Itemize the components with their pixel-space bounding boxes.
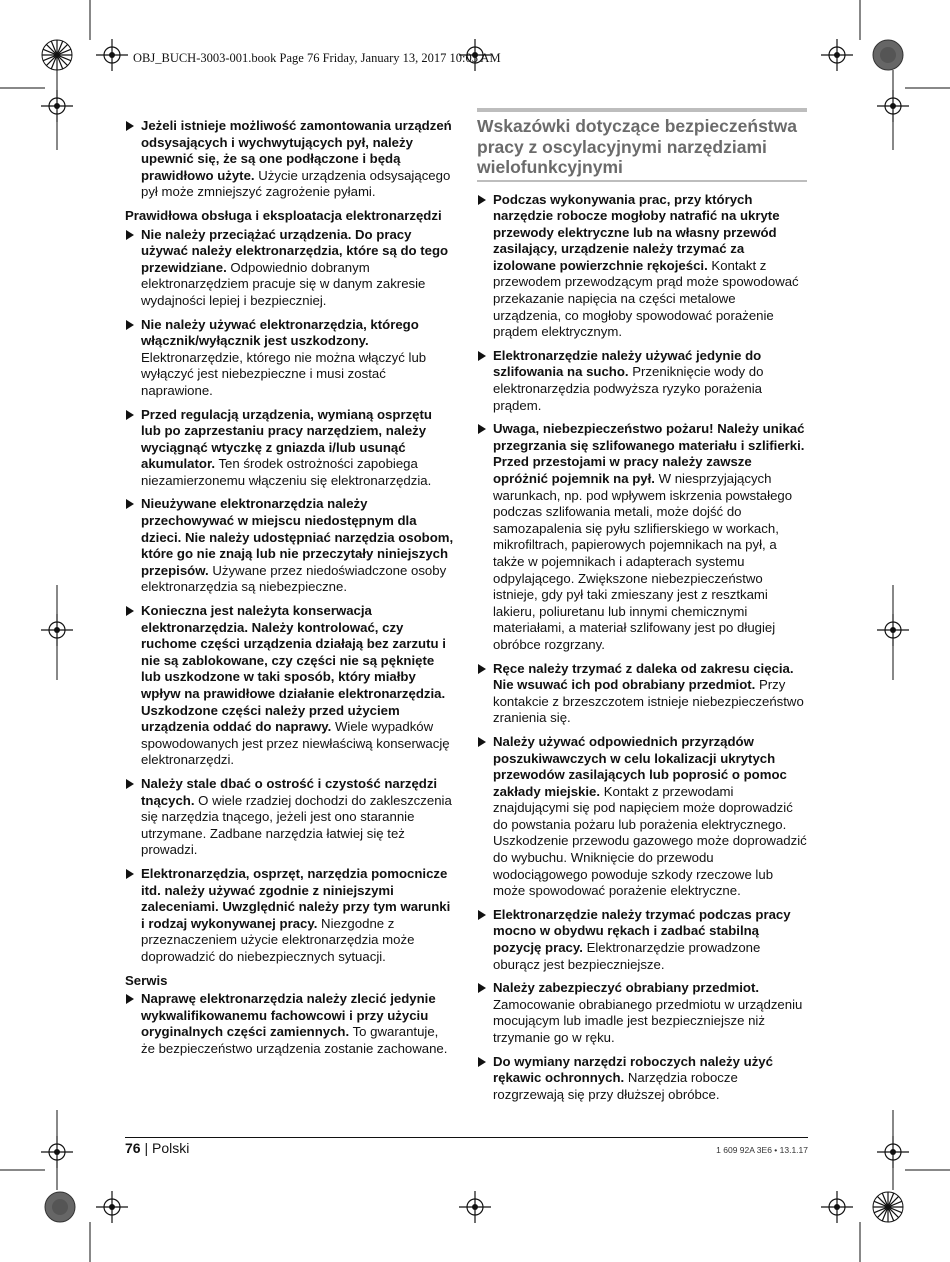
footer-separator: | [144, 1140, 149, 1156]
footer-language: Polski [152, 1140, 190, 1156]
bullet-arrow-icon [126, 230, 134, 240]
bullet-arrow-icon [478, 195, 486, 205]
bullet-arrow-icon [126, 994, 134, 1004]
bullet-arrow-icon [478, 1057, 486, 1067]
bullet-item: Uwaga, niebezpieczeństwo pożaru! Należy unikać przegrzania się szlifowanego materiału i szlifierki. Przed przestojami w pracy należy zawsze opróżnić pojemnik na pył. W niesprzyjających warunkach, np. pod wpływem iskrzenia powstałego podczas szlifowania metali, może dojść do samozapalenia się pyłu szlifierskiego w workach, mikrofiltrach, papierowych pojemnikach na pył, a także w pojemnikach i adapterach systemu odpylającego. Zwiększone niebezpieczeństwo istnieje, gdy pył taki zmieszany jest z resztkami lakieru, poliuretanu lub innymi chemicznymi materiałami, a materiał szlifowany jest po długiej obróbce rozgrzany. [477, 421, 807, 653]
bullet-arrow-icon [478, 910, 486, 920]
page-footer [125, 1140, 189, 1156]
bullet-item: Jeżeli istnieje możliwość zamontowania urządzeń odsysających i wychwytujących pył, należy upewnić się, że są one podłączone i będą prawidłowo użyte. Użycie urządzenia odsysającego pył może zmniejszyć zagrożenie pyłami. [125, 118, 455, 201]
bullet-item: Nie należy używać elektronarzędzia, którego włącznik/wyłącznik jest uszkodzony. Elektronarzędzie, którego nie można włączyć lub wyłączyć jest niebezpieczne i musi zostać naprawione. [125, 317, 455, 400]
bullet-arrow-icon [126, 320, 134, 330]
print-header: OBJ_BUCH-3003-001.book Page 76 Friday, January 13, 2017 10:03 AM [133, 51, 501, 65]
bullet-item: Elektronarzędzia, osprzęt, narzędzia pomocnicze itd. należy używać zgodnie z niniejszymi zaleceniami. Uwzględnić należy przy tym warunki i rodzaj wykonywanej pracy. Niezgodne z przeznaczeniem użycie elektronarzędzia może doprowadzić do niebezpiecznych sytuacji. [125, 866, 455, 966]
bullet-item: Należy używać odpowiednich przyrządów poszukiwawczych w celu lokalizacji ukrytych przewodów zasilających lub poprosić o pomoc zakłady miejskie. Kontakt z przewodami znajdującymi się pod napięciem może doprowadzić do powstania pożaru lub porażenia elektrycznego. Uszkodzenie przewodu gazowego może doprowadzić do wybuchu. Wniknięcie do przewodu wodociągowego powoduje szkody rzeczowe lub może spowodować porażenie elektryczne. [477, 734, 807, 900]
bullet-item: Ręce należy trzymać z daleka od zakresu cięcia. Nie wsuwać ich pod obrabiany przedmiot. Przy kontakcie z brzeszczotem istnieje niebezpieczeństwo zranienia się. [477, 661, 807, 727]
right-column [477, 118, 807, 1110]
bullet-arrow-icon [478, 737, 486, 747]
bullet-item: Należy zabezpieczyć obrabiany przedmiot. Zamocowanie obrabianego przedmiotu w urządzeniu mocującym lub imadle jest bezpieczniejsze niż trzymanie go w ręku. [477, 980, 807, 1046]
bullet-item: Elektronarzędzie należy używać jedynie do szlifowania na sucho. Przeniknięcie wody do elektronarzędzia podwyższa ryzyko porażenia prądem. [477, 348, 807, 414]
bullet-item: Konieczna jest należyta konserwacja elektronarzędzia. Należy kontrolować, czy ruchome części urządzenia działają bez zarzutu i nie są zablokowane, czy części nie są pęknięte lub uszkodzone w taki sposób, który miałby wpływ na prawidłowe działanie elektronarzędzia. Uszkodzone części należy przed użyciem urządzenia oddać do naprawy. Wiele wypadków spowodowanych jest przez niewłaściwą konserwację elektronarzędzi. [125, 603, 455, 769]
bullet-item: Przed regulacją urządzenia, wymianą osprzętu lub po zaprzestaniu pracy narzędziem, należy wyciągnąć wtyczkę z gniazda i/lub usunąć akumulator. Ten środek ostrożności zapobiega niezamierzonemu włączeniu się elektronarzędzia. [125, 407, 455, 490]
bullet-arrow-icon [126, 606, 134, 616]
bullet-item: Do wymiany narzędzi roboczych należy użyć rękawic ochronnych. Narzędzia robocze rozgrzewają się przy dłuższej obróbce. [477, 1054, 807, 1104]
left-column [125, 118, 455, 1064]
bullet-item: Naprawę elektronarzędzia należy zlecić jedynie wykwalifikowanemu fachowcowi i przy użyciu oryginalnych części zamiennych. To gwarantuje, że bezpieczeństwo urządzenia zostanie zachowane. [125, 991, 455, 1057]
document-code: 1 609 92A 3E6 • 13.1.17 [716, 1145, 808, 1155]
page-number: 76 [125, 1140, 141, 1156]
section-title: Wskazówki dotyczące bezpieczeństwa pracy z oscylacyjnymi narzędziami wielofunkcyjnymi [477, 108, 807, 182]
bullet-arrow-icon [126, 410, 134, 420]
bullet-arrow-icon [126, 779, 134, 789]
section-heading: Prawidłowa obsługa i eksploatacja elektronarzędzi [125, 207, 442, 223]
bullet-arrow-icon [478, 983, 486, 993]
bullet-arrow-icon [126, 869, 134, 879]
bullet-arrow-icon [478, 424, 486, 434]
bullet-item: Podczas wykonywania prac, przy których narzędzie robocze mogłoby natrafić na ukryte przewody elektryczne lub na własny przewód zasilający, urządzenie należy trzymać za izolowane powierzchnie rękojeści. Kontakt z przewodem przewodzącym prąd może spowodować przekazanie napięcia na części metalowe urządzenia, co mogłoby spowodować porażenie prądem elektrycznym. [477, 192, 807, 341]
bullet-item: Należy stale dbać o ostrość i czystość narzędzi tnących. O wiele rzadziej dochodzi do zakleszczenia się narzędzia tnącego, jeżeli jest ono starannie utrzymane. Zadbane narzędzia łatwiej się też prowadzi. [125, 776, 455, 859]
footer-divider [125, 1137, 808, 1138]
bullet-item: Nieużywane elektronarzędzia należy przechowywać w miejscu niedostępnym dla dzieci. Nie należy udostępniać narzędzia osobom, które go nie znają lub nie przeczytały niniejszych przepisów. Używane przez niedoświadczone osoby elektronarzędzia są niebezpieczne. [125, 496, 455, 596]
bullet-item: Nie należy przeciążać urządzenia. Do pracy używać należy elektronarzędzia, które są do tego przewidziane. Odpowiednio dobranym elektronarzędziem pracuje się w danym zakresie wydajności lepiej i bezpieczniej. [125, 227, 455, 310]
bullet-arrow-icon [126, 121, 134, 131]
bullet-arrow-icon [478, 351, 486, 361]
bullet-item: Elektronarzędzie należy trzymać podczas pracy mocno w obydwu rękach i zadbać stabilną pozycję pracy. Elektronarzędzie prowadzone oburącz jest bezpieczniejsze. [477, 907, 807, 973]
bullet-arrow-icon [478, 664, 486, 674]
bullet-arrow-icon [126, 499, 134, 509]
section-heading: Serwis [125, 972, 168, 988]
